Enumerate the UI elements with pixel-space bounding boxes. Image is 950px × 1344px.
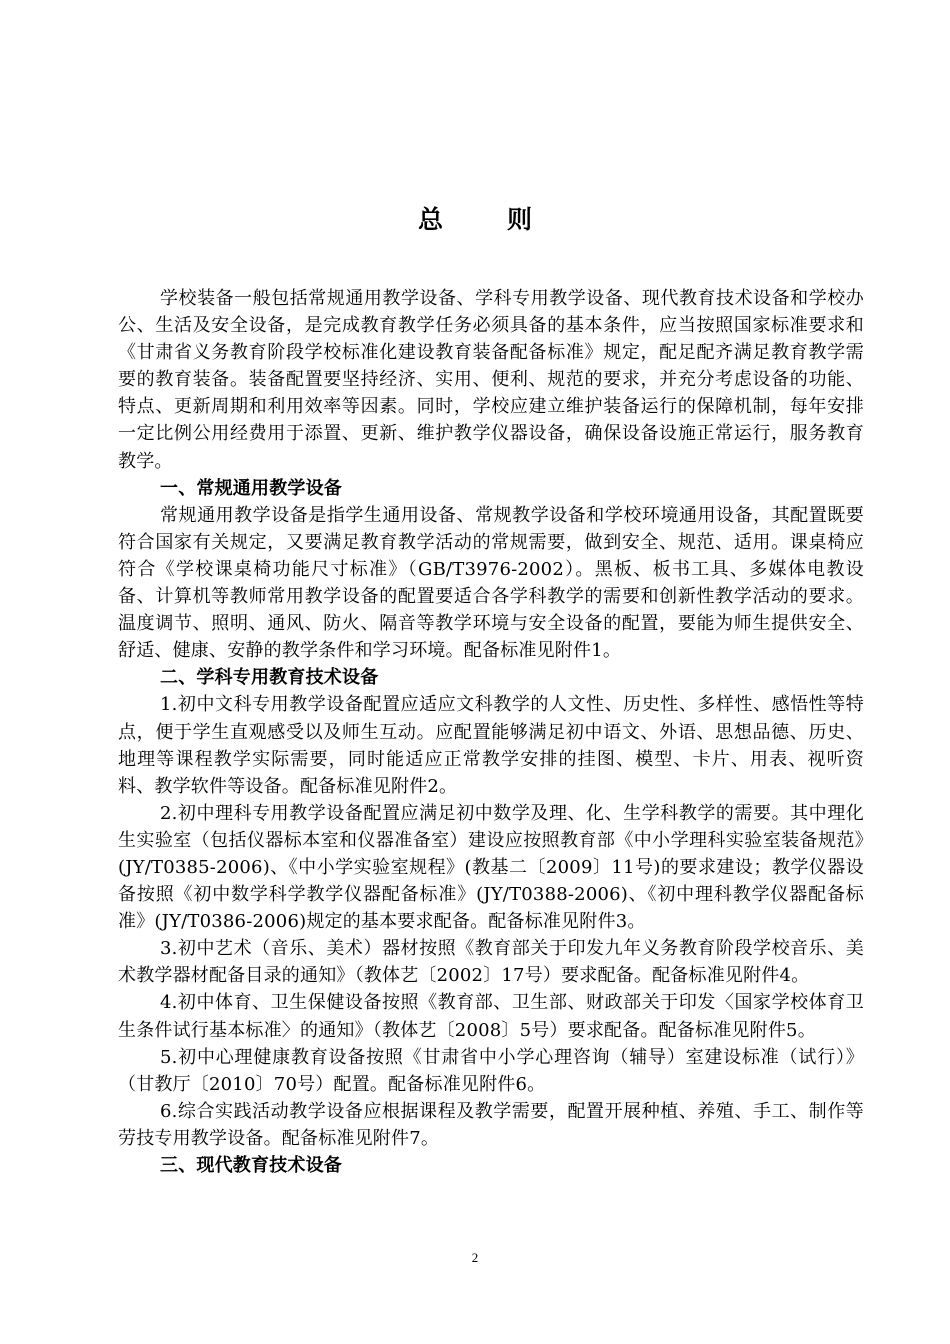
section-2-item-4: 4.初中体育、卫生保健设备按照《教育部、卫生部、财政部关于印发〈国家学校体育卫生条件试行基本标准〉的通知》（教体艺〔2008〕5号）要求配备。配备标准见附件5。 [118,992,864,1041]
page-number: 2 [471,1250,479,1265]
section-2-item-1: 1.初中文科专用教学设备配置应适应文科教学的人文性、历史性、多样性、感悟性等特点，便于学生直观感受以及师生互动。应配置能够满足初中语文、外语、思想品德、历史、地理等课程教学实际需要，同时能适应正常教学安排的挂图、模型、卡片、用表、视听资料、教学软件等设备。配备标准见附件2。 [118,694,864,797]
title-char-2: 则 [507,205,533,234]
section-heading-3: 三、现代教育技术设备 [160,1155,342,1176]
section-2-item-3: 3.初中艺术（音乐、美术）器材按照《教育部关于印发九年义务教育阶段学校音乐、美术教学器材配备目录的通知》（教体艺〔2002〕17号）要求配备。配备标准见附件4。 [118,938,864,987]
section-2-item-5: 5.初中心理健康教育设备按照《甘肃省中小学心理咨询（辅导）室建设标准（试行）》（甘教厅〔2010〕70号）配置。配备标准见附件6。 [118,1046,864,1095]
section-heading-2: 二、学科专用教育技术设备 [160,667,379,689]
section-2-item-2: 2.初中理科专用教学设备配置应满足初中数学及理、化、生学科教学的需要。其中理化生实验室（包括仪器标本室和仪器准备室）建设应按照教育部《中小学理科实验室装备规范》(JY/T0385-2006)、《中小学实验室规程》(教基二〔2009〕11号)的要求建设；教学仪器设备按照《初中数学科学教学仪器配备标准》(JY/T0388-2006)、《初中理科教学仪器配备标准》(JY/T0386-2006)规定的基本要求配备。配备标准见附件3。 [118,802,864,933]
title-char-1: 总 [417,205,443,234]
page-title [0,200,950,236]
intro-paragraph: 学校装备一般包括常规通用教学设备、学科专用教学设备、现代教育技术设备和学校办公、生活及安全设备，是完成教育教学任务必须具备的基本条件，应当按照国家标准要求和《甘肃省义务教育阶段学校标准化建设教育装备配备标准》规定，配足配齐满足教育教学需要的教育装备。装备配置要坚持经济、实用、便利、规范的要求，并充分考虑设备的功能、特点、更新周期和利用效率等因素。同时，学校应建立维护装备运行的保障机制，每年安排一定比例公用经费用于添置、更新、维护教学仪器设备，确保设备设施正常运行，服务教育教学。 [118,288,864,472]
section-heading-1: 一、常规通用教学设备 [160,477,342,499]
section-1-paragraph: 常规通用教学设备是指学生通用设备、常规教学设备和学校环境通用设备，其配置既要符合国家有关规定，又要满足教育教学活动的常规需要，做到安全、规范、适用。课桌椅应符合《学校课桌椅功能尺寸标准》（GB/T3976-2002）。黑板、板书工具、多媒体电教设备、计算机等教师常用教学设备的配置要适合各学科教学的需要和创新性教学活动的要求。温度调节、照明、通风、防火、隔音等教学环境与安全设备的配置，要能为师生提供安全、舒适、健康、安静的教学条件和学习环境。配备标准见附件1。 [118,504,864,662]
document-body [118,285,864,1179]
section-2-item-6: 6.综合实践活动教学设备应根据课程及教学需要，配置开展种植、养殖、手工、制作等劳技专用教学设备。配备标准见附件7。 [118,1100,864,1149]
